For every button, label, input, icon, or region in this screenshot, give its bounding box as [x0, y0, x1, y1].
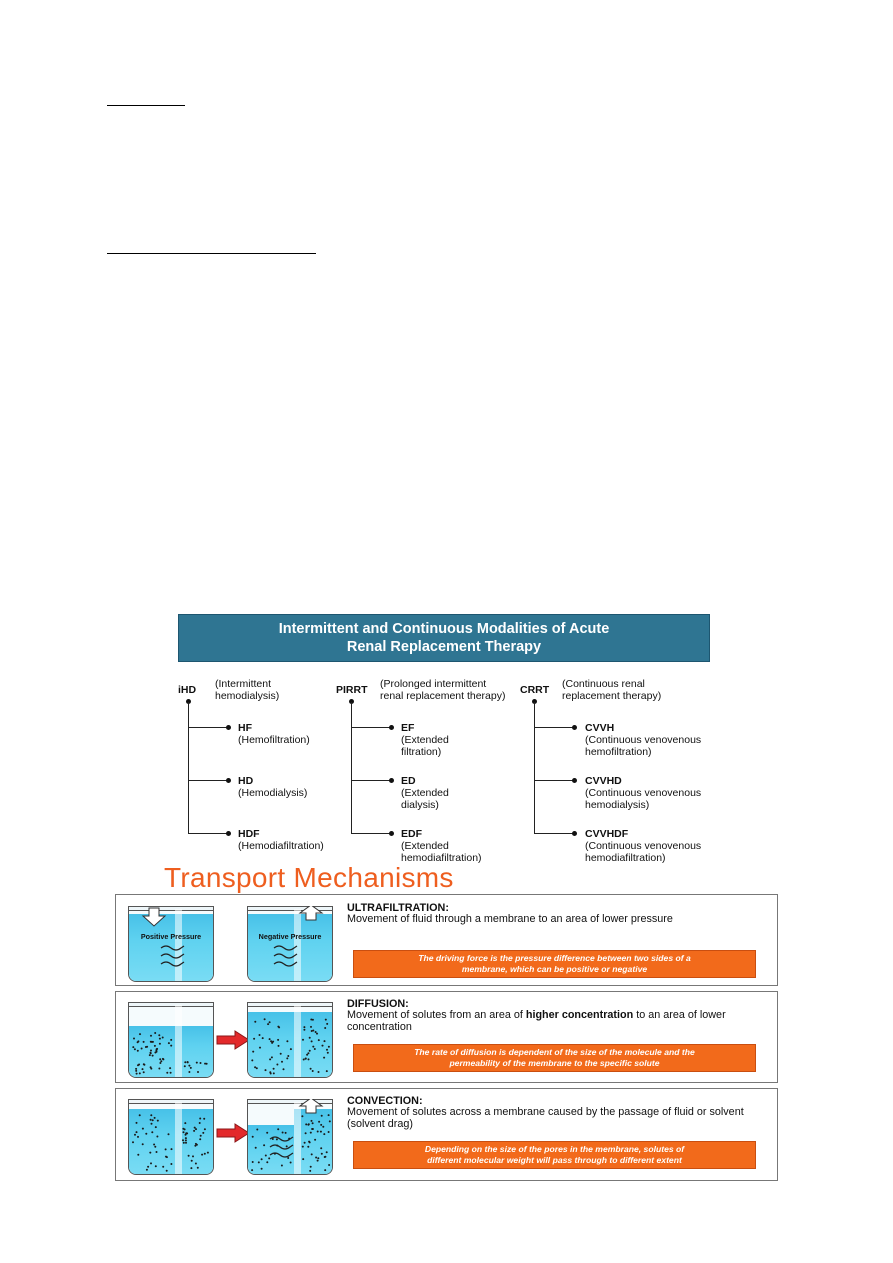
- modality-code: HD: [238, 775, 254, 787]
- solute-dot: [276, 1064, 278, 1066]
- solute-dot: [154, 1117, 156, 1119]
- solute-dot: [150, 1035, 152, 1037]
- solute-dot: [169, 1067, 171, 1069]
- tree-trunk-pirrt: [351, 702, 352, 833]
- group-crrt-desc: [562, 678, 661, 702]
- solute-dot: [153, 1144, 155, 1146]
- solute-dot: [157, 1120, 159, 1122]
- note-line1: Depending on the size of the pores in the membrane, solutes of: [424, 1144, 685, 1154]
- solute-dot: [269, 1021, 271, 1023]
- solute-dot: [142, 1068, 144, 1070]
- modality-name-2: hemofiltration): [585, 746, 652, 758]
- modality-code: HDF: [238, 828, 260, 840]
- solute-dot: [305, 1058, 307, 1060]
- flow-arrows-icon: [248, 906, 333, 982]
- tree-branch: [534, 727, 574, 728]
- solute-dot: [193, 1130, 195, 1132]
- solute-dot: [273, 1072, 275, 1074]
- solute-dot: [142, 1128, 144, 1130]
- modality-item-hf: [238, 722, 310, 746]
- solute-dot: [273, 1068, 275, 1070]
- tree-node: [572, 725, 577, 730]
- solute-dot: [156, 1136, 158, 1138]
- solute-dot: [204, 1063, 206, 1065]
- modality-code: EF: [401, 722, 415, 734]
- tree-node: [226, 831, 231, 836]
- panel-convection: [115, 1088, 778, 1181]
- modality-name: (Hemofiltration): [238, 734, 310, 746]
- solute-dot: [184, 1061, 186, 1063]
- red-arrow-icon: [216, 1123, 250, 1143]
- modality-code: ED: [401, 775, 416, 787]
- modality-code: HF: [238, 722, 252, 734]
- solute-dot: [195, 1128, 197, 1130]
- solute-dot: [158, 1068, 160, 1070]
- group-pirrt-desc-line1: (Prolonged intermittent: [380, 678, 487, 690]
- modality-item-cvvhd: [585, 775, 701, 811]
- modality-name-2: hemodiafiltration): [401, 852, 482, 864]
- modality-code: CVVH: [585, 722, 615, 734]
- solute-dot: [155, 1126, 157, 1128]
- solute-dot: [191, 1160, 193, 1162]
- solute-dot: [142, 1143, 144, 1145]
- solute-dot: [154, 1146, 156, 1148]
- solute-dot: [132, 1141, 134, 1143]
- solute-dot: [139, 1114, 141, 1116]
- solute-dot: [185, 1137, 187, 1139]
- solute-dot: [265, 1069, 267, 1071]
- solute-dot: [308, 1058, 310, 1060]
- solute-dot: [135, 1068, 137, 1070]
- solute-dot: [280, 1053, 282, 1055]
- solute-dot: [307, 1052, 309, 1054]
- solute-dot: [192, 1155, 194, 1157]
- solute-dot: [170, 1163, 172, 1165]
- note-line2: membrane, which can be positive or negative: [461, 964, 648, 974]
- solute-dot: [270, 1073, 272, 1075]
- solute-dot: [151, 1041, 153, 1043]
- solute-dot: [194, 1127, 196, 1129]
- modality-code: EDF: [401, 828, 422, 840]
- tree-trunk-ihd: [188, 702, 189, 833]
- diffusion-heading: DIFFUSION:: [347, 998, 409, 1010]
- diffusion-description: [347, 1009, 782, 1033]
- note-line2: different molecular weight will pass through to different extent: [427, 1155, 682, 1165]
- solute-dot: [200, 1135, 202, 1137]
- solute-dot: [188, 1065, 190, 1067]
- diffusion-desc-part1: Movement of solutes from an area of: [347, 1009, 526, 1021]
- solute-dot: [162, 1058, 164, 1060]
- beaker-negative-pressure: [247, 906, 333, 982]
- modalities-title-banner: [178, 614, 710, 662]
- solute-dot: [133, 1038, 135, 1040]
- solute-dot: [166, 1170, 168, 1172]
- group-ihd-desc-line1: (Intermittent: [215, 678, 272, 690]
- solute-dot: [185, 1142, 187, 1144]
- modality-name: (Continuous venovenous: [585, 734, 702, 746]
- solute-dot: [264, 1018, 266, 1020]
- tree-node: [226, 725, 231, 730]
- solute-dot: [154, 1045, 156, 1047]
- diffusion-desc-bold: higher concentration: [525, 1009, 634, 1021]
- solute-dot: [259, 1047, 261, 1049]
- solute-dot: [136, 1122, 138, 1124]
- solute-dot: [326, 1070, 328, 1072]
- solute-dot: [159, 1058, 161, 1060]
- solute-dot: [165, 1148, 167, 1150]
- solute-dot: [271, 1042, 273, 1044]
- solute-dot: [312, 1046, 314, 1048]
- tree-node: [572, 831, 577, 836]
- beaker-convection-after: [247, 1099, 333, 1175]
- solute-dot: [183, 1131, 185, 1133]
- solute-dot: [158, 1034, 160, 1036]
- solute-dot: [196, 1062, 198, 1064]
- solute-dot: [159, 1062, 161, 1064]
- solute-dot: [310, 1026, 312, 1028]
- solute-dot: [199, 1122, 201, 1124]
- solute-dot: [197, 1071, 199, 1073]
- tree-node: [572, 778, 577, 783]
- solute-dot: [151, 1123, 153, 1125]
- solute-dot: [316, 1033, 318, 1035]
- solute-dot: [312, 1070, 314, 1072]
- solute-dot: [302, 1039, 304, 1041]
- tree-branch: [351, 780, 391, 781]
- solute-dot: [152, 1119, 154, 1121]
- modalities-title-line1: Intermittent and Continuous Modalities of Acute: [278, 621, 610, 637]
- solute-dot: [150, 1050, 152, 1052]
- modality-name: (Extended: [401, 734, 449, 746]
- solute-dot: [149, 1152, 151, 1154]
- group-pirrt-desc: [380, 678, 505, 702]
- group-ihd-abbr: iHD: [178, 684, 197, 696]
- solute-dot: [251, 1059, 253, 1061]
- solute-dot: [149, 1054, 151, 1056]
- solute-dot: [256, 1067, 258, 1069]
- solute-dot: [312, 1019, 314, 1021]
- group-crrt-desc-line1: (Continuous renal: [562, 678, 645, 690]
- modality-name: (Continuous venovenous: [585, 840, 702, 852]
- solute-dot: [187, 1061, 189, 1063]
- modality-code: CVVHD: [585, 775, 622, 787]
- solute-dot: [327, 1052, 329, 1054]
- tree-branch: [534, 833, 574, 834]
- solute-dot: [311, 1030, 313, 1032]
- solute-dot: [143, 1071, 145, 1073]
- solute-dot: [207, 1152, 209, 1154]
- solute-dot: [303, 1026, 305, 1028]
- tree-node: [226, 778, 231, 783]
- solute-dot: [162, 1037, 164, 1039]
- positive-pressure-label: Positive Pressure: [140, 932, 202, 941]
- solute-dot: [170, 1039, 172, 1041]
- solute-dot: [146, 1169, 148, 1171]
- tree-node: [389, 778, 394, 783]
- solute-dot: [190, 1067, 192, 1069]
- solute-dot: [322, 1045, 324, 1047]
- solute-dot: [271, 1056, 273, 1058]
- modalities-title-line2: Renal Replacement Therapy: [346, 639, 542, 655]
- solute-dot: [150, 1119, 152, 1121]
- solute-dot: [139, 1033, 141, 1035]
- solute-dot: [324, 1040, 326, 1042]
- ultrafiltration-note: [353, 950, 756, 978]
- solute-dot: [159, 1043, 161, 1045]
- heading-underline-2: [107, 253, 316, 254]
- solute-dot: [160, 1060, 162, 1062]
- solute-dot: [137, 1136, 139, 1138]
- solute-dot: [202, 1132, 204, 1134]
- solute-dot: [184, 1128, 186, 1130]
- solute-dot: [325, 1019, 327, 1021]
- up-arrow-icon: [248, 1099, 333, 1175]
- solute-dot: [141, 1048, 143, 1050]
- solute-dot: [182, 1139, 184, 1141]
- solute-dot: [252, 1051, 254, 1053]
- tree-branch: [351, 727, 391, 728]
- beaker-diffusion-before: [128, 1002, 214, 1078]
- solute-dot: [134, 1134, 136, 1136]
- solute-dot: [183, 1142, 185, 1144]
- group-ihd-desc-line2: hemodialysis): [215, 690, 280, 702]
- tree-node: [389, 831, 394, 836]
- solute-dot: [328, 1046, 330, 1048]
- beaker-diffusion-after: [247, 1002, 333, 1078]
- solute-dot: [145, 1133, 147, 1135]
- solute-dot: [185, 1132, 187, 1134]
- solute-dot: [201, 1154, 203, 1156]
- panel-diffusion: [115, 991, 778, 1083]
- solute-dot: [188, 1071, 190, 1073]
- transport-mechanisms-title: Transport Mechanisms: [164, 862, 454, 893]
- solute-dot: [200, 1062, 202, 1064]
- solute-dot: [166, 1156, 168, 1158]
- heading-underline-1: [107, 105, 185, 106]
- solute-dot: [306, 1054, 308, 1056]
- beaker-positive-pressure: [128, 906, 214, 982]
- red-arrow-icon: [216, 1030, 250, 1050]
- solute-dot: [326, 1049, 328, 1051]
- modality-code: CVVHDF: [585, 828, 629, 840]
- solute-dot: [150, 1162, 152, 1164]
- solute-dot: [166, 1072, 168, 1074]
- solute-dot: [136, 1073, 138, 1075]
- tree-trunk-crrt: [534, 702, 535, 833]
- solute-dot: [156, 1051, 158, 1053]
- solute-dot: [254, 1021, 256, 1023]
- solute-dot: [262, 1037, 264, 1039]
- solute-dot: [155, 1165, 157, 1167]
- diffusion-desc-part2: to an area of lower concentration: [347, 1009, 726, 1033]
- group-crrt-abbr: CRRT: [520, 684, 550, 696]
- solute-dot: [318, 1071, 320, 1073]
- tree-branch: [351, 833, 391, 834]
- solute-dot: [278, 1045, 280, 1047]
- solute-dot: [137, 1050, 139, 1052]
- modality-name: (Continuous venovenous: [585, 787, 702, 799]
- modality-item-hdf: [238, 828, 324, 852]
- solute-dot: [170, 1045, 172, 1047]
- solute-dot: [309, 1050, 311, 1052]
- solute-dot: [194, 1145, 196, 1147]
- solute-dot: [314, 1048, 316, 1050]
- solute-dot: [254, 1066, 256, 1068]
- solute-dots: [248, 1002, 333, 1078]
- solute-dot: [150, 1114, 152, 1116]
- modality-name-2: hemodialysis): [585, 799, 650, 811]
- tree-node: [389, 725, 394, 730]
- solute-dot: [137, 1040, 139, 1042]
- solute-dot: [269, 1038, 271, 1040]
- group-pirrt-abbr: PIRRT: [336, 684, 368, 696]
- modality-item-cvvhdf: [585, 828, 701, 864]
- modality-item-ef: [401, 722, 449, 758]
- convection-heading: CONVECTION:: [347, 1095, 423, 1107]
- solute-dot: [309, 1037, 311, 1039]
- solute-dot: [323, 1057, 325, 1059]
- solute-dot: [136, 1131, 138, 1133]
- beaker-convection-before: [128, 1099, 214, 1175]
- ultrafiltration-heading: ULTRAFILTRATION:: [347, 902, 449, 914]
- modality-item-ed: [401, 775, 449, 811]
- solute-dot: [195, 1163, 197, 1165]
- solute-dot: [184, 1122, 186, 1124]
- tree-branch: [188, 780, 228, 781]
- solute-dot: [152, 1055, 154, 1057]
- solute-dot: [283, 1068, 285, 1070]
- solute-dot: [143, 1041, 145, 1043]
- group-pirrt-desc-line2: renal replacement therapy): [380, 690, 506, 702]
- solute-dot: [267, 1023, 269, 1025]
- solute-dot: [159, 1038, 161, 1040]
- convection-description: Movement of solutes across a membrane caused by the passage of fluid or solvent (solvent drag): [347, 1106, 744, 1130]
- solute-dot: [286, 1057, 288, 1059]
- solute-dot: [259, 1034, 261, 1036]
- solute-dot: [139, 1072, 141, 1074]
- solute-dot: [199, 1118, 201, 1120]
- solute-dot: [156, 1151, 158, 1153]
- solute-dot: [204, 1128, 206, 1130]
- solute-dot: [170, 1072, 172, 1074]
- modality-item-edf: [401, 828, 482, 864]
- solute-dot: [147, 1166, 149, 1168]
- solute-dot: [324, 1027, 326, 1029]
- solute-dot: [204, 1153, 206, 1155]
- ultrafiltration-description: Movement of fluid through a membrane to an area of lower pressure: [347, 913, 673, 925]
- modality-name-2: filtration): [401, 746, 442, 758]
- solute-dot: [318, 1039, 320, 1041]
- solute-dot: [326, 1023, 328, 1025]
- solute-dot: [137, 1154, 139, 1156]
- tree-branch: [188, 833, 228, 834]
- solute-dot: [151, 1131, 153, 1133]
- solute-dot: [199, 1138, 201, 1140]
- solute-dot: [188, 1155, 190, 1157]
- solute-dot: [278, 1026, 280, 1028]
- tree-branch: [534, 780, 574, 781]
- note-line1: The rate of diffusion is dependent of the size of the molecule and the: [414, 1047, 695, 1057]
- solute-dot: [253, 1038, 255, 1040]
- solute-dot: [185, 1139, 187, 1141]
- solute-dot: [286, 1040, 288, 1042]
- tree-branch: [188, 727, 228, 728]
- solute-dot: [143, 1063, 145, 1065]
- solute-dot: [303, 1029, 305, 1031]
- flow-arrows-icon: [129, 906, 214, 982]
- solute-dot: [134, 1048, 136, 1050]
- modality-name-2: hemodiafiltration): [585, 852, 666, 864]
- solute-dot: [184, 1065, 186, 1067]
- panel-ultrafiltration: [115, 894, 778, 986]
- solute-dot: [168, 1133, 170, 1135]
- solute-dot: [145, 1046, 147, 1048]
- solute-dot: [162, 1166, 164, 1168]
- negative-pressure-label: Negative Pressure: [258, 932, 322, 941]
- modality-name: (Extended: [401, 787, 449, 799]
- convection-note: [353, 1141, 756, 1169]
- solute-dot: [137, 1064, 139, 1066]
- note-line2: permeability of the membrane to the specific solute: [449, 1058, 660, 1068]
- solute-dot: [150, 1052, 152, 1054]
- solute-dot: [269, 1058, 271, 1060]
- solute-dots: [129, 1099, 214, 1175]
- solute-dot: [287, 1055, 289, 1057]
- solute-dot: [315, 1031, 317, 1033]
- modality-item-cvvh: [585, 722, 701, 758]
- solute-dots: [129, 1002, 214, 1078]
- solute-dot: [277, 1039, 279, 1041]
- solute-dot: [195, 1143, 197, 1145]
- solute-dot: [135, 1070, 137, 1072]
- solute-dot: [132, 1046, 134, 1048]
- solute-dot: [290, 1048, 292, 1050]
- modality-name-2: dialysis): [401, 799, 439, 811]
- note-line1: The driving force is the pressure difference between two sides of a: [418, 953, 691, 963]
- solute-dot: [197, 1167, 199, 1169]
- modality-name: (Hemodialysis): [238, 787, 308, 799]
- modality-name: (Extended: [401, 840, 449, 852]
- solute-dot: [203, 1118, 205, 1120]
- modality-item-hd: [238, 775, 307, 799]
- modality-name: (Hemodiafiltration): [238, 840, 324, 852]
- group-ihd-desc: [215, 678, 279, 702]
- solute-dot: [270, 1040, 272, 1042]
- solute-dot: [168, 1042, 170, 1044]
- solute-dot: [311, 1040, 313, 1042]
- solute-dot: [154, 1032, 156, 1034]
- solute-dot: [303, 1059, 305, 1061]
- solute-dot: [150, 1068, 152, 1070]
- diffusion-note: [353, 1044, 756, 1072]
- solute-dot: [310, 1068, 312, 1070]
- group-crrt-desc-line2: replacement therapy): [562, 690, 662, 702]
- solute-dot: [171, 1148, 173, 1150]
- solute-dot: [281, 1061, 283, 1063]
- solute-dot: [190, 1167, 192, 1169]
